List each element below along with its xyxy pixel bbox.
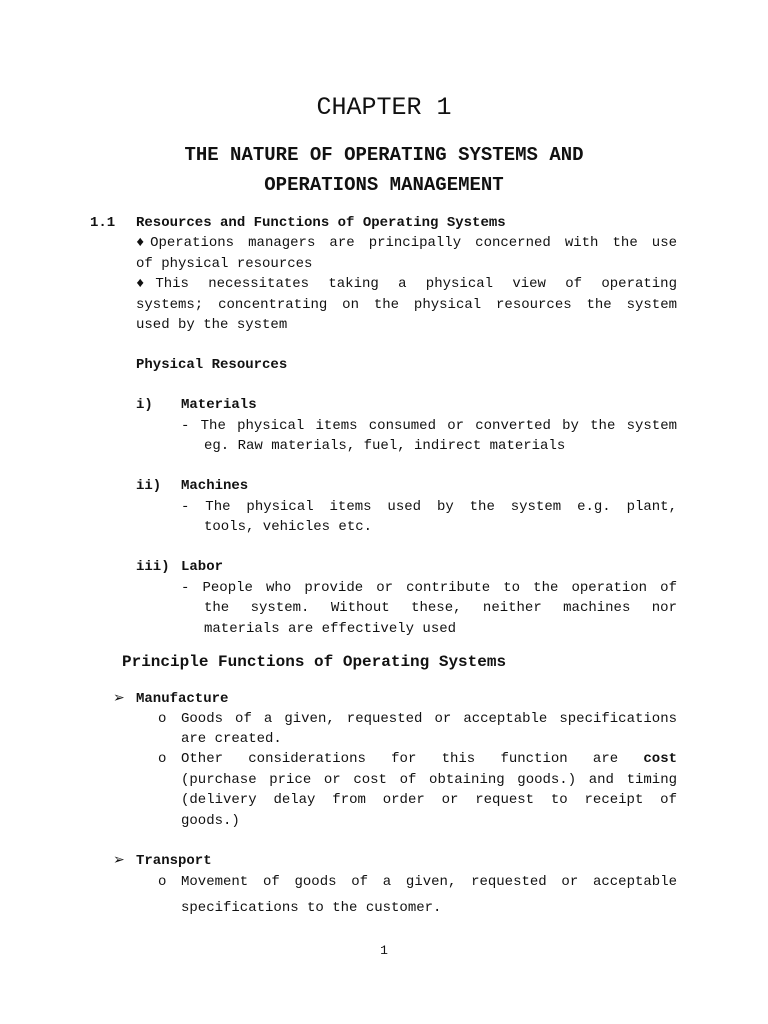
chapter-heading: CHAPTER 1 [316, 93, 452, 122]
transport-label: Transport [136, 853, 212, 869]
para2-line2-text: systems; concentrating on the physical resources the system [136, 297, 677, 313]
labor-line3: materials are effectively used [204, 621, 457, 637]
arrow-bullet-icon: ➢ [113, 690, 125, 706]
manufacture-b1-line1 [181, 711, 677, 727]
labor-line2-text: the system. Without these, neither machines nor [204, 600, 677, 616]
manufacture-b2-line1 [181, 751, 677, 767]
physical-resources-heading: Physical Resources [136, 357, 288, 373]
para2-line3: used by the system [136, 317, 288, 333]
section-heading: Resources and Functions of Operating Systems [136, 215, 506, 231]
resource-label-materials: Materials [181, 397, 257, 413]
transport-b1-line1-text: Movement of goods of a given, requested or acceptable [181, 874, 677, 890]
transport-b1-line1 [181, 874, 677, 890]
transport-b1-line2: specifications to the customer. [181, 900, 442, 916]
machines-line2: tools, vehicles etc. [204, 519, 373, 535]
resource-marker: ii) [136, 478, 162, 494]
materials-line2: eg. Raw materials, fuel, indirect materials [204, 438, 566, 454]
para2-line1 [136, 276, 677, 292]
labor-line1-text: - People who provide or contribute to the operation of [181, 580, 677, 596]
manufacture-b1-line2: are created. [181, 731, 282, 747]
chapter-title-line2: OPERATIONS MANAGEMENT [264, 174, 504, 196]
machines-line1 [181, 499, 677, 515]
circle-bullet: o [158, 874, 167, 890]
para2-line1-text: ♦This necessitates taking a physical view of operating [136, 276, 677, 292]
principle-functions-heading: Principle Functions of Operating Systems [122, 653, 507, 671]
materials-line1-text: - The physical items consumed or converted by the system [181, 418, 677, 434]
cost-emphasis: cost [643, 751, 678, 767]
para1-line1 [136, 235, 677, 251]
manufacture-b1-line1-text: Goods of a given, requested or acceptable specifications [181, 711, 677, 727]
para2-line2 [136, 297, 677, 313]
manufacture-b2-line2 [181, 772, 677, 788]
labor-line2 [204, 600, 677, 616]
resource-label-machines: Machines [181, 478, 249, 494]
machines-line1-text: - The physical items used by the system e.g. plant, [181, 499, 677, 515]
resource-marker: i) [136, 397, 153, 413]
page-number: 1 [380, 943, 388, 958]
para1-line1-text: ♦Operations managers are principally concerned with the use [136, 235, 677, 251]
materials-line1 [181, 418, 677, 434]
chapter-title-line1: THE NATURE OF OPERATING SYSTEMS AND [184, 144, 584, 166]
manufacture-b2-line2-text: (purchase price or cost of obtaining goods.) and timing [181, 772, 677, 788]
arrow-bullet-icon: ➢ [113, 852, 125, 868]
manufacture-b2-line3-text: (delivery delay from order or request to receipt of [181, 792, 677, 808]
manufacture-b2-line3 [181, 792, 677, 808]
manufacture-b2-pre: Other considerations for this function are [181, 751, 619, 767]
manufacture-b2-line4: goods.) [181, 813, 240, 829]
circle-bullet: o [158, 711, 167, 727]
manufacture-label: Manufacture [136, 691, 229, 707]
resource-marker: iii) [136, 559, 170, 575]
section-number: 1.1 [90, 215, 116, 231]
manufacture-b2-line1-text [181, 751, 677, 767]
labor-line1 [181, 580, 677, 596]
circle-bullet: o [158, 751, 167, 767]
resource-label-labor: Labor [181, 559, 224, 575]
para1-line2: of physical resources [136, 256, 313, 272]
